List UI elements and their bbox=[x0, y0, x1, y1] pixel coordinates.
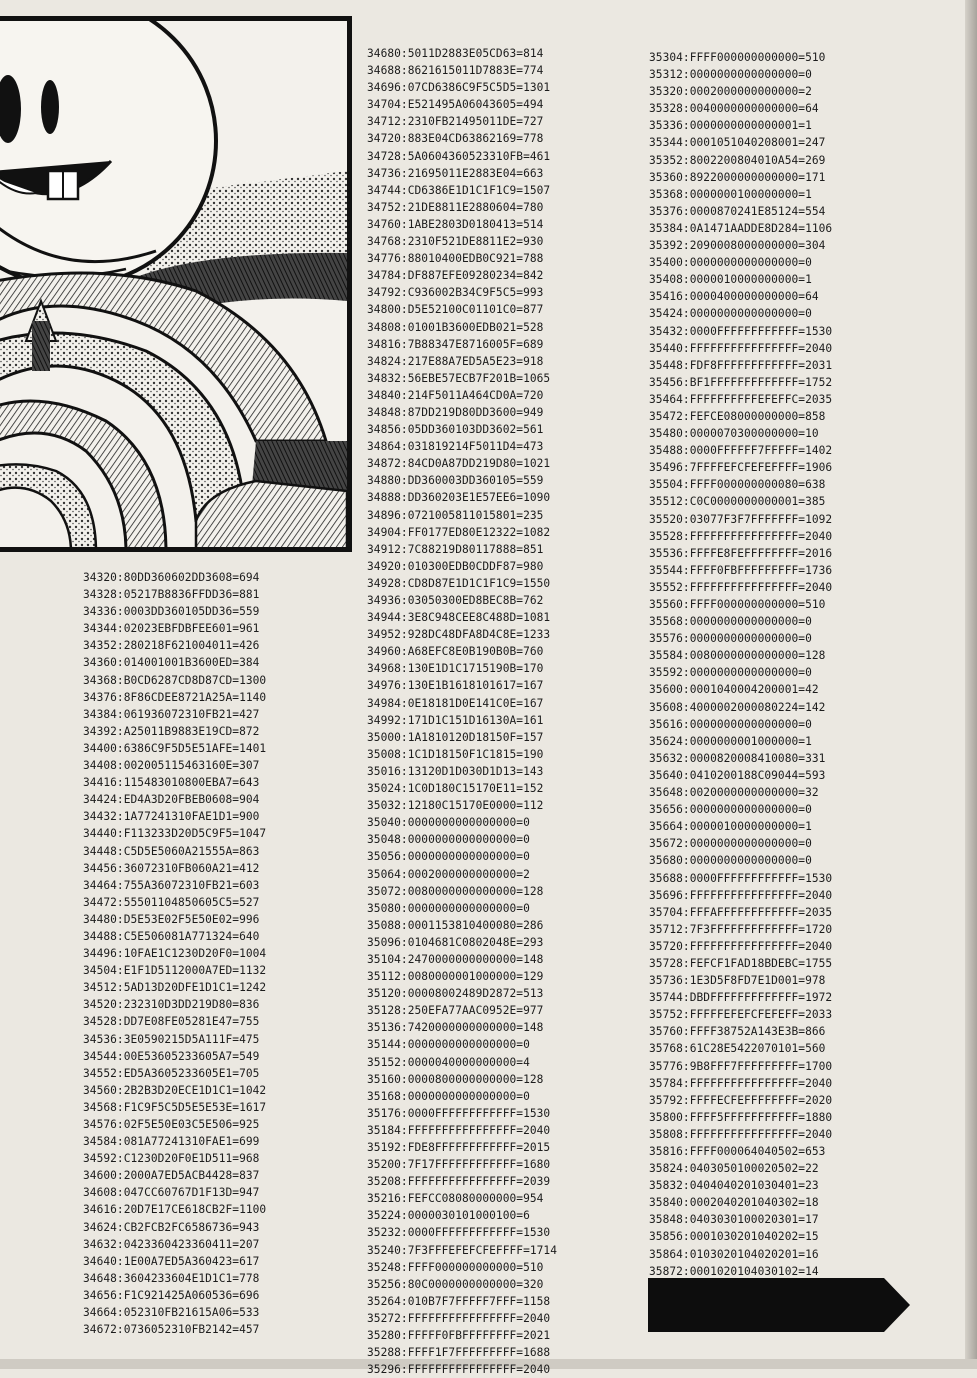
listing-line: 34496:10FAE1C1230D20F0=1004 bbox=[83, 947, 267, 961]
listing-line: 34600:2000A7ED5ACB4428=837 bbox=[83, 1169, 260, 1183]
listing-line: 35712:7F3FFFFFFFFFFFFF=1720 bbox=[649, 922, 833, 936]
listing-line: 34848:87DD219D80DD3600=949 bbox=[367, 405, 544, 419]
listing-line: 34712:2310FB21495011DE=727 bbox=[367, 115, 544, 129]
listing-line: 35648:0020000000000000=32 bbox=[649, 786, 819, 800]
listing-line: 35856:0001030201040202=15 bbox=[649, 1230, 819, 1244]
listing-line: 34328:05217B8836FFDD36=881 bbox=[83, 588, 260, 602]
listing-line: 34752:21DE8811E2880604=780 bbox=[367, 200, 544, 214]
listing-line: 35536:FFFFE8FEFFFFFFFF=2016 bbox=[649, 546, 833, 560]
listing-line: 35864:0103020104020201=16 bbox=[649, 1247, 819, 1261]
right-arrow-icon bbox=[648, 1274, 912, 1336]
listing-line: 35360:8922000000000000=171 bbox=[649, 170, 826, 184]
listing-line: 35600:0001040004200001=42 bbox=[649, 683, 819, 697]
listing-line: 35552:FFFFFFFFFFFFFFFF=2040 bbox=[649, 580, 833, 594]
listing-line: 35104:2470000000000000=148 bbox=[367, 952, 544, 966]
listing-line: 34336:0003DD360105DD36=559 bbox=[83, 605, 260, 619]
listing-line: 35184:FFFFFFFFFFFFFFFF=2040 bbox=[367, 1123, 551, 1137]
listing-line: 34344:02023EBFDBFEE601=961 bbox=[83, 622, 260, 636]
listing-line: 35808:FFFFFFFFFFFFFFFF=2040 bbox=[649, 1127, 833, 1141]
listing-line: 35632:0000820008410080=331 bbox=[649, 751, 826, 765]
listing-line: 35264:010B7F7FFFFF7FFF=1158 bbox=[367, 1294, 551, 1308]
listing-line: 35776:9B8FFF7FFFFFFFFF=1700 bbox=[649, 1059, 833, 1073]
listing-line: 35480:0000070300000000=10 bbox=[649, 427, 819, 441]
listing-line: 35680:0000000000000000=0 bbox=[649, 854, 812, 868]
listing-line: 34680:5011D2883E05CD63=814 bbox=[367, 47, 544, 60]
listing-line: 35416:0000400000000000=64 bbox=[649, 290, 819, 304]
listing-line: 34440:F113233D20D5C9F5=1047 bbox=[83, 827, 267, 841]
listing-line: 35376:0000870241E85124=554 bbox=[649, 204, 826, 218]
listing-line: 34416:115483010800EBA7=643 bbox=[83, 776, 260, 790]
listing-line: 35520:03077F3F7FFFFFFF=1092 bbox=[649, 512, 833, 526]
listing-line: 35152:0000040000000000=4 bbox=[367, 1055, 530, 1069]
listing-line: 35640:0410200188C09044=593 bbox=[649, 768, 826, 782]
listing-line: 35296:FFFFFFFFFFFFFFFF=2040 bbox=[367, 1363, 551, 1377]
listing-line: 35760:FFFF38752A143E3B=866 bbox=[649, 1025, 826, 1039]
listing-line: 34776:88010400EDB0C921=788 bbox=[367, 252, 544, 266]
listing-line: 35000:1A1810120D18150F=157 bbox=[367, 730, 544, 744]
listing-line: 35032:12180C15170E0000=112 bbox=[367, 799, 544, 813]
listing-line: 35464:FFFFFFFFFFEFEFFC=2035 bbox=[649, 392, 833, 406]
listing-line: 35584:0080000000000000=128 bbox=[649, 649, 826, 663]
listing-line: 34872:84CD0A87DD219D80=1021 bbox=[367, 457, 551, 471]
listing-line: 35096:0104681C0802048E=293 bbox=[367, 935, 544, 949]
listing-line: 35728:FEFCF1FAD18BDEBC=1755 bbox=[649, 956, 833, 970]
listing-line: 34840:214F5011A464CD0A=720 bbox=[367, 388, 544, 402]
listing-line: 35040:0000000000000000=0 bbox=[367, 816, 530, 830]
listing-line: 35120:00008002489D2872=513 bbox=[367, 987, 544, 1001]
listing-line: 34392:A25011B9883E19CD=872 bbox=[83, 724, 260, 738]
listing-line: 34976:130E1B1618101617=167 bbox=[367, 679, 544, 693]
listing-line: 34376:8F86CDEE8721A25A=1140 bbox=[83, 690, 267, 704]
listing-line: 34584:081A77241310FAE1=699 bbox=[83, 1135, 260, 1149]
listing-line: 34640:1E00A7ED5A360423=617 bbox=[83, 1254, 260, 1268]
listing-line: 35608:4000002000080224=142 bbox=[649, 700, 826, 714]
listing-line: 35064:0002000000000000=2 bbox=[367, 867, 530, 881]
listing-line: 35560:FFFF000000000000=510 bbox=[649, 598, 826, 611]
listing-line: 34808:01001B3600EDB021=528 bbox=[367, 320, 544, 334]
listing-line: 35744:DBDFFFFFFFFFFFFF=1972 bbox=[649, 991, 833, 1005]
listing-line: 35800:FFFF5FFFFFFFFFFF=1880 bbox=[649, 1110, 833, 1124]
listing-line: 34864:031819214F5011D4=473 bbox=[367, 440, 544, 454]
listing-line: 34856:05DD360103DD3602=561 bbox=[367, 423, 544, 437]
listing-line: 35512:C0C0000000000001=385 bbox=[649, 495, 826, 509]
listing-line: 34728:5A0604360523310FB=461 bbox=[367, 149, 551, 163]
listing-line: 35200:7F17FFFFFFFFFFFF=1680 bbox=[367, 1158, 551, 1172]
listing-line: 35176:0000FFFFFFFFFFFF=1530 bbox=[367, 1106, 551, 1120]
listing-line: 34736:21695011E2883E04=663 bbox=[367, 166, 544, 180]
listing-line: 35112:0080000001000000=129 bbox=[367, 970, 544, 984]
listing-line: 34512:5AD13D20DFE1D1C1=1242 bbox=[83, 981, 267, 995]
listing-line: 35440:FFFFFFFFFFFFFFFF=2040 bbox=[649, 341, 833, 355]
listing-line: 35312:0000000000000000=0 bbox=[649, 68, 812, 82]
listing-line: 35720:FFFFFFFFFFFFFFFF=2040 bbox=[649, 939, 833, 953]
listing-line: 35272:FFFFFFFFFFFFFFFF=2040 bbox=[367, 1311, 551, 1325]
listing-line: 35256:80C0000000000000=320 bbox=[367, 1277, 544, 1291]
listing-line: 35320:0002000000000000=2 bbox=[649, 85, 812, 99]
listing-line: 35832:0404040201030401=23 bbox=[649, 1179, 819, 1193]
listing-line: 34944:3E8C948CEE8C488D=1081 bbox=[367, 611, 551, 625]
listing-line: 35736:1E3D5F8FD7E1D001=978 bbox=[649, 974, 826, 988]
listing-line: 35432:0000FFFFFFFFFFFF=1530 bbox=[649, 324, 833, 338]
listing-line: 35472:FEFCE08000000000=858 bbox=[649, 409, 826, 423]
listing-line: 35160:0000800000000000=128 bbox=[367, 1072, 544, 1086]
listing-line: 34320:80DD360602DD3608=694 bbox=[83, 571, 260, 584]
listing-line: 35128:250EFA77AAC0952E=977 bbox=[367, 1004, 544, 1018]
listing-line: 34920:010300EDB0CDDF87=980 bbox=[367, 559, 544, 573]
continue-arrow bbox=[648, 1274, 912, 1340]
listing-line: 35248:FFFF000000000000=510 bbox=[367, 1260, 544, 1274]
listing-line: 34480:D5E53E02F5E50E02=996 bbox=[83, 912, 260, 926]
listing-line: 34896:0721005811015801=235 bbox=[367, 508, 544, 522]
listing-line: 34624:CB2FCB2FC6586736=943 bbox=[83, 1220, 260, 1234]
listing-line: 35336:0000000000000001=1 bbox=[649, 119, 812, 133]
listing-line: 34368:B0CD6287CD8D87CD=1300 bbox=[83, 673, 267, 687]
listing-line: 34520:232310D3DD219D80=836 bbox=[83, 998, 260, 1012]
listing-line: 35568:0000000000000000=0 bbox=[649, 615, 812, 629]
listing-line: 34960:A68EFC8E0B190B0B=760 bbox=[367, 645, 544, 659]
listing-line: 35080:0000000000000000=0 bbox=[367, 901, 530, 915]
listing-line: 35816:FFFF000064040502=653 bbox=[649, 1145, 826, 1158]
listing-line: 35696:FFFFFFFFFFFFFFFF=2040 bbox=[649, 888, 833, 902]
page-spine bbox=[965, 0, 977, 1369]
listing-line: 35528:FFFFFFFFFFFFFFFF=2040 bbox=[649, 529, 833, 543]
listing-line: 34536:3E0590215D5A111F=475 bbox=[83, 1032, 260, 1046]
listing-line: 35792:FFFFECFEFFFFFFFF=2020 bbox=[649, 1093, 833, 1107]
listing-line: 34744:CD6386E1D1C1F1C9=1507 bbox=[367, 183, 551, 197]
listing-line: 34608:047CC60767D1F13D=947 bbox=[83, 1186, 260, 1200]
listing-line: 34504:E1F1D5112000A7ED=1132 bbox=[83, 964, 267, 978]
listing-line: 35368:0000000100000000=1 bbox=[649, 187, 812, 201]
listing-line: 34560:2B2B3D20ECE1D1C1=1042 bbox=[83, 1083, 267, 1097]
listing-line: 35392:2090008000000000=304 bbox=[649, 239, 826, 253]
listing-line: 35216:FEFCC08080000000=954 bbox=[367, 1192, 544, 1206]
listing-line: 35224:0000030101000100=6 bbox=[367, 1209, 530, 1223]
listing-line: 34360:014001001B3600ED=384 bbox=[83, 656, 260, 670]
listing-line: 35504:FFFF000000000080=638 bbox=[649, 478, 826, 492]
listing-line: 34688:8621615011D7883E=774 bbox=[367, 64, 544, 78]
listing-line: 35328:0040000000000000=64 bbox=[649, 102, 819, 116]
listing-line: 34928:CD8D87E1D1C1F1C9=1550 bbox=[367, 576, 551, 590]
listing-line: 34968:130E1D1C1715190B=170 bbox=[367, 662, 544, 676]
listing-line: 34984:0E18181D0E141C0E=167 bbox=[367, 696, 544, 710]
listing-line: 34528:DD7E08FE05281E47=755 bbox=[83, 1015, 260, 1029]
listing-line: 34672:0736052310FB2142=457 bbox=[83, 1323, 260, 1337]
listing-line: 35768:61C28E5422070101=560 bbox=[649, 1042, 826, 1056]
listing-line: 35488:0000FFFFFF7FFFFF=1402 bbox=[649, 444, 833, 458]
listing-line: 35240:7F3FFFEFEFCFEFFFF=1714 bbox=[367, 1243, 557, 1257]
listing-line: 35072:0080000000000000=128 bbox=[367, 884, 544, 898]
listing-line: 34792:C936002B34C9F5C5=993 bbox=[367, 286, 544, 300]
listing-line: 35848:0403030100020301=17 bbox=[649, 1213, 819, 1227]
listing-line: 35088:0001153810400080=286 bbox=[367, 918, 544, 932]
listing-line: 35664:0000010000000000=1 bbox=[649, 820, 812, 834]
listing-line: 35344:0001051040208001=247 bbox=[649, 136, 826, 150]
listing-line: 35384:0A1471AADDE8D284=1106 bbox=[649, 221, 833, 235]
listing-line: 35824:0403050100020502=22 bbox=[649, 1162, 819, 1176]
listing-line: 34552:ED5A3605233605E1=705 bbox=[83, 1066, 260, 1080]
listing-line: 34472:55501104850605C5=527 bbox=[83, 895, 260, 909]
listing-line: 34816:7B88347E8716005F=689 bbox=[367, 337, 544, 351]
listing-line: 34952:928DC48DFA8D4C8E=1233 bbox=[367, 628, 551, 642]
listing-line: 34544:00E53605233605A7=549 bbox=[83, 1049, 260, 1063]
listing-line: 35656:0000000000000000=0 bbox=[649, 803, 812, 817]
listing-line: 34784:DF887EFE09280234=842 bbox=[367, 269, 544, 283]
listing-line: 34880:DD360003DD360105=559 bbox=[367, 474, 544, 488]
listing-line: 34432:1A77241310FAE1D1=900 bbox=[83, 810, 260, 824]
listing-line: 34832:56EBE57ECB7F201B=1065 bbox=[367, 371, 551, 385]
listing-line: 35496:7FFFFEFCFEFEFFFF=1906 bbox=[649, 461, 833, 475]
listing-line: 34800:D5E52100C01101C0=877 bbox=[367, 303, 544, 317]
listing-line: 35056:0000000000000000=0 bbox=[367, 850, 530, 864]
listing-line: 34704:E521495A06043605=494 bbox=[367, 98, 544, 112]
cartoon-maze-illustration bbox=[0, 16, 352, 552]
listing-line: 35624:0000000001000000=1 bbox=[649, 734, 812, 748]
listing-line: 35232:0000FFFFFFFFFFFF=1530 bbox=[367, 1226, 551, 1240]
listing-line: 34400:6386C9F5D5E51AFE=1401 bbox=[83, 741, 267, 755]
listing-line: 35616:0000000000000000=0 bbox=[649, 717, 812, 731]
listing-line: 34616:20D7E17CE618CB2F=1100 bbox=[83, 1203, 267, 1217]
listing-line: 35688:0000FFFFFFFFFFFF=1530 bbox=[649, 871, 833, 885]
listing-line: 34576:02F5E50E03C5E506=925 bbox=[83, 1118, 260, 1131]
listing-line: 35448:FDF8FFFFFFFFFFFF=2031 bbox=[649, 358, 833, 372]
listing-line: 34384:061936072310FB21=427 bbox=[83, 707, 260, 721]
listing-line: 35168:0000000000000000=0 bbox=[367, 1089, 530, 1103]
listing-line: 35400:0000000000000000=0 bbox=[649, 256, 812, 270]
listing-line: 34352:280218F621004011=426 bbox=[83, 639, 260, 653]
listing-line: 35456:BF1FFFFFFFFFFFFF=1752 bbox=[649, 375, 833, 389]
listing-line: 35304:FFFF000000000000=510 bbox=[649, 51, 826, 64]
listing-line: 34488:C5E506081A771324=640 bbox=[83, 929, 260, 943]
listing-line: 35704:FFFAFFFFFFFFFFFF=2035 bbox=[649, 905, 833, 919]
listing-line: 35048:0000000000000000=0 bbox=[367, 833, 530, 847]
listing-line: 34656:F1C921425A060536=696 bbox=[83, 1288, 260, 1302]
listing-line: 35192:FDE8FFFFFFFFFFFF=2015 bbox=[367, 1141, 551, 1154]
listing-line: 35544:FFFF0FBFFFFFFFFF=1736 bbox=[649, 563, 833, 577]
listing-line: 34464:755A36072310FB21=603 bbox=[83, 878, 260, 892]
listing-line: 34456:36072310FB060A21=412 bbox=[83, 861, 260, 875]
listing-line: 35208:FFFFFFFFFFFFFFFF=2039 bbox=[367, 1175, 551, 1189]
listing-line: 35840:0002040201040302=18 bbox=[649, 1196, 819, 1210]
listing-line: 34632:0423360423360411=207 bbox=[83, 1237, 260, 1251]
listing-line: 34696:07CD6386C9F5C5D5=1301 bbox=[367, 81, 551, 95]
listing-column-2 bbox=[367, 45, 557, 1378]
listing-line: 34448:C5D5E5060A21555A=863 bbox=[83, 844, 260, 858]
listing-line: 34568:F1C9F5C5D5E5E53E=1617 bbox=[83, 1100, 267, 1114]
listing-line: 35024:1C0D180C15170E11=152 bbox=[367, 782, 544, 796]
listing-line: 35872:0001020104030102=14 bbox=[649, 1264, 819, 1278]
listing-line: 34408:002005115463160E=307 bbox=[83, 759, 260, 773]
listing-line: 35280:FFFFF0FBFFFFFFFF=2021 bbox=[367, 1329, 551, 1343]
listing-column-1 bbox=[83, 569, 266, 1338]
listing-column-3 bbox=[649, 49, 832, 1331]
listing-line: 34720:883E04CD63862169=778 bbox=[367, 132, 544, 146]
listing-line: 34904:FF0177ED80E12322=1082 bbox=[367, 525, 551, 539]
listing-line: 35592:0000000000000000=0 bbox=[649, 666, 812, 680]
listing-line: 34912:7C88219D80117888=851 bbox=[367, 542, 544, 556]
listing-line: 35136:7420000000000000=148 bbox=[367, 1021, 544, 1035]
listing-line: 35576:0000000000000000=0 bbox=[649, 632, 812, 646]
listing-line: 35424:0000000000000000=0 bbox=[649, 307, 812, 321]
cartoon-ball-character-icon bbox=[0, 21, 347, 552]
listing-line: 34936:03050300ED8BEC8B=762 bbox=[367, 594, 544, 607]
listing-line: 35752:FFFFFEFEFCFEFEFF=2033 bbox=[649, 1008, 833, 1022]
listing-line: 35408:0000010000000000=1 bbox=[649, 273, 812, 287]
listing-line: 35288:FFFF1F7FFFFFFFFF=1688 bbox=[367, 1346, 551, 1360]
listing-line: 34424:ED4A3D20FBEB0608=904 bbox=[83, 793, 260, 807]
listing-line: 34592:C1230D20F0E1D511=968 bbox=[83, 1152, 260, 1166]
listing-line: 35008:1C1D18150F1C1815=190 bbox=[367, 747, 544, 761]
listing-line: 34768:2310F521DE8811E2=930 bbox=[367, 235, 544, 249]
listing-line: 35016:13120D1D030D1D13=143 bbox=[367, 764, 544, 778]
listing-line: 35144:0000000000000000=0 bbox=[367, 1038, 530, 1052]
listing-line: 34992:171D1C151D16130A=161 bbox=[367, 713, 544, 727]
listing-line: 34760:1ABE2803D0180413=514 bbox=[367, 217, 544, 231]
listing-line: 35784:FFFFFFFFFFFFFFFF=2040 bbox=[649, 1076, 833, 1090]
listing-line: 34664:052310FB21615A06=533 bbox=[83, 1306, 260, 1320]
listing-line: 35352:8002200804010A54=269 bbox=[649, 153, 826, 167]
listing-line: 34888:DD360203E1E57EE6=1090 bbox=[367, 491, 551, 505]
listing-line: 34648:3604233604E1D1C1=778 bbox=[83, 1271, 260, 1285]
listing-line: 35672:0000000000000000=0 bbox=[649, 837, 812, 851]
listing-line: 34824:217E88A7ED5A5E23=918 bbox=[367, 354, 544, 368]
